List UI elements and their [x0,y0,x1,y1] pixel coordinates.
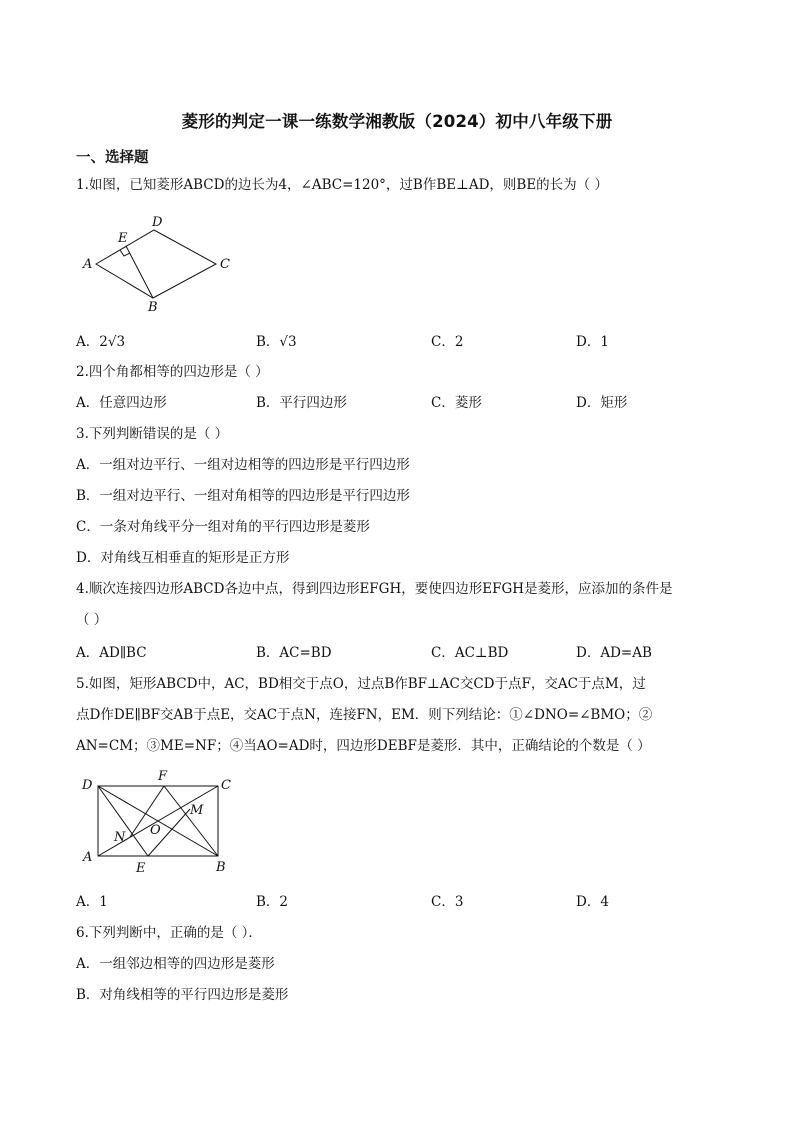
fig1-label-a: A [83,257,93,272]
q5-option-c: C．3 [431,894,464,910]
fig5-label-o: O [150,823,161,838]
question-5-stem-line1: 5.如图，矩形ABCD中，AC，BD相交于点O，过点B作BF⊥AC交CD于点F，交AC于点M，过 [76,676,646,692]
q1-option-c: C．2 [431,334,464,350]
q3-option-c: C．一条对角线平分一组对角的平行四边形是菱形 [76,519,370,535]
q4-option-b: B．AC=BD [256,645,332,661]
fig5-label-n: N [114,830,126,845]
q3-option-d: D．对角线互相垂直的矩形是正方形 [76,550,290,566]
fig5-label-c: C [221,778,231,793]
fig5-label-b: B [216,860,226,875]
q4-option-d: D．AD=AB [576,645,652,661]
question-4-stem-cont: （ ） [76,612,108,628]
page-title: 菱形的判定一课一练数学湘教版（2024）初中八年级下册 [181,112,613,131]
rectangle-figure [78,768,238,880]
q1-option-b: B．√3 [256,334,297,350]
question-4-stem: 4.顺次连接四边形ABCD各边中点，得到四边形EFGH，要使四边形EFGH是菱形，应添加的条件是 [76,581,673,597]
q4-option-c: C．AC⊥BD [431,645,509,661]
q1-option-a: A．2√3 [76,334,126,350]
fig5-label-f: F [158,769,168,784]
section-heading: 一、选择题 [76,150,149,166]
q6-option-a: A．一组邻边相等的四边形是菱形 [76,956,275,972]
q2-option-d: D．矩形 [576,395,628,411]
fig5-label-a: A [83,850,93,865]
q2-option-a: A．任意四边形 [76,395,167,411]
fig5-label-d: D [82,778,93,793]
rhombus-figure [78,210,238,315]
question-6-stem: 6.下列判断中，正确的是（ ）． [76,925,262,941]
question-3-stem: 3.下列判断错误的是（ ） [76,426,229,442]
fig5-label-e: E [136,861,146,876]
q4-option-a: A．AD∥BC [76,645,147,661]
q3-option-b: B．一组对边平行、一组对角相等的四边形是平行四边形 [76,488,410,504]
q1-option-d: D．1 [576,334,609,350]
q2-option-b: B．平行四边形 [256,395,347,411]
q3-option-a: A．一组对边平行、一组对边相等的四边形是平行四边形 [76,457,410,473]
question-2-stem: 2.四个角都相等的四边形是（ ） [76,364,269,380]
q5-option-a: A．1 [76,894,108,910]
fig1-label-d: D [152,215,163,230]
fig5-label-m: M [190,803,204,818]
fig1-label-e: E [118,231,128,246]
q2-option-c: C．菱形 [431,395,482,411]
question-1-stem: 1.如图，已知菱形ABCD的边长为4，∠ABC=120°，过B作BE⊥AD，则BE的长为（ ） [76,177,608,193]
q6-option-b: B．对角线相等的平行四边形是菱形 [76,987,289,1003]
q5-option-b: B．2 [256,894,289,910]
question-5-stem-line3: AN=CM；③ME=NF；④当AO=AD时，四边形DEBF是菱形．其中，正确结论的个数是（ ） [76,738,651,754]
q5-option-d: D．4 [576,894,609,910]
question-5-stem-line2: 点D作DE∥BF交AB于点E，交AC于点N，连接FN，EM．则下列结论：①∠DNO=∠BMO；② [76,707,653,723]
fig1-label-c: C [220,257,230,272]
fig1-label-b: B [148,300,158,315]
